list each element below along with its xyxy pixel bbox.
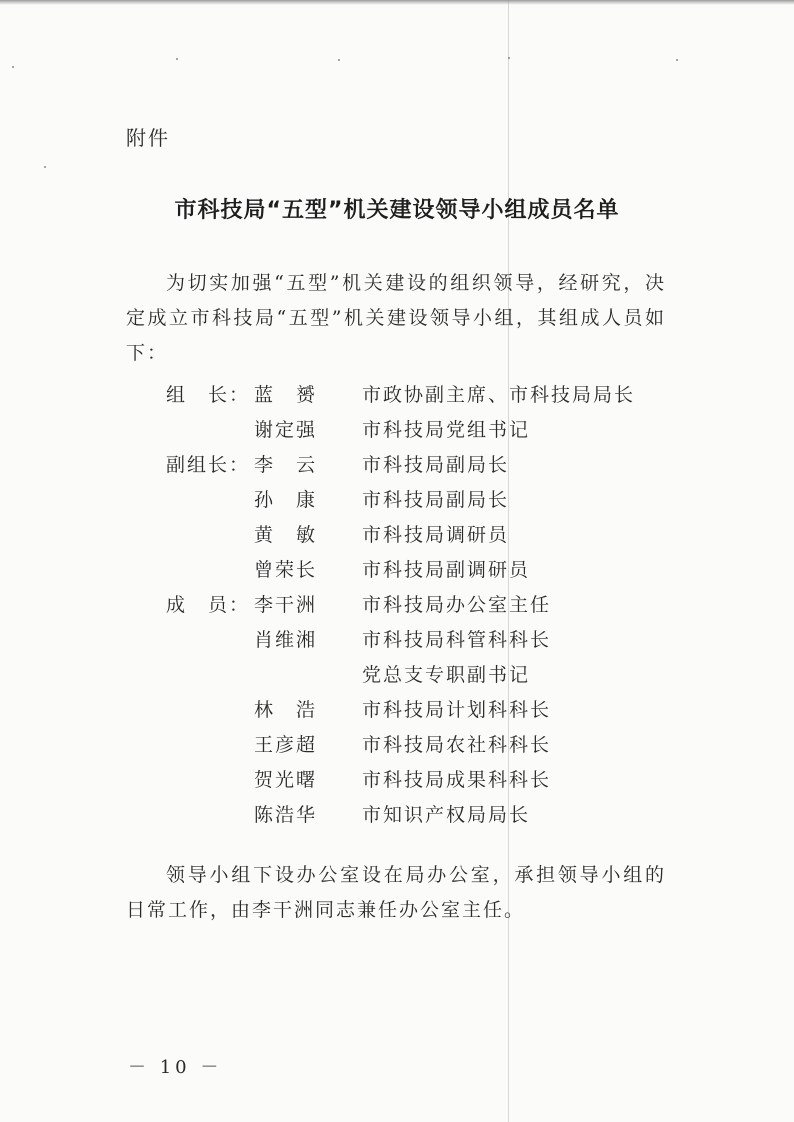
member-role: [166, 413, 254, 448]
member-row: [166, 728, 635, 763]
member-post: 市知识产权局局长: [362, 804, 531, 826]
member-post: 市科技局办公室主任: [362, 594, 552, 616]
intro-paragraph: 为切实加强“五型”机关建设的组织领导，经研究，决定成立市科技局“五型”机关建设领导小组，其组成人员如下：: [126, 272, 666, 364]
scan-speck: [676, 59, 678, 61]
scan-speck: [508, 57, 510, 59]
member-row: [166, 553, 635, 588]
member-role: [166, 518, 254, 553]
member-row: [166, 658, 635, 693]
member-post: 市科技局副局长: [362, 489, 510, 511]
member-list: [166, 378, 635, 833]
member-name: 李干洲: [254, 594, 318, 616]
member-role: [166, 483, 254, 518]
document-title: 市科技局“五型”机关建设领导小组成员名单: [174, 198, 620, 223]
attachment-label: 附件: [126, 126, 170, 150]
member-role: [166, 728, 254, 763]
member-name: 黄 敏: [254, 524, 318, 546]
member-name: [254, 658, 362, 693]
member-name: 王彦超: [254, 734, 318, 756]
member-row: [166, 693, 635, 728]
page-number: － 10 －: [128, 1057, 223, 1078]
member-role: [166, 658, 254, 693]
member-post: 市科技局计划科科长: [362, 699, 552, 721]
member-row: [166, 378, 635, 413]
scan-speck: [176, 58, 178, 60]
member-name: 林 浩: [254, 699, 318, 721]
member-row: [166, 518, 635, 553]
member-post: 市科技局科管科科长: [362, 629, 552, 651]
member-role: [166, 798, 254, 833]
member-row: [166, 763, 635, 798]
closing-paragraph: 领导小组下设办公室设在局办公室，承担领导小组的日常工作，由李干洲同志兼任办公室主任。: [126, 864, 666, 921]
member-name: 李 云: [254, 454, 318, 476]
member-post: 市科技局党组书记: [362, 419, 531, 441]
member-row: [166, 413, 635, 448]
member-post: 市科技局调研员: [362, 524, 510, 546]
member-role: 组 长：: [166, 384, 251, 406]
member-role: [166, 763, 254, 798]
member-row: [166, 448, 635, 483]
member-row: [166, 588, 635, 623]
member-role: [166, 553, 254, 588]
member-post: 市科技局农社科科长: [362, 734, 552, 756]
member-name: 蓝 赟: [254, 384, 318, 406]
member-name: 曾荣长: [254, 559, 318, 581]
scan-speck: [12, 66, 14, 68]
member-name: 孙 康: [254, 489, 318, 511]
member-post: 市科技局副局长: [362, 454, 510, 476]
member-name: 肖维湘: [254, 629, 318, 651]
scan-speck: [338, 59, 340, 61]
member-row: [166, 483, 635, 518]
member-post: 党总支专职副书记: [362, 664, 531, 686]
scan-speck: [44, 166, 46, 168]
member-row: [166, 798, 635, 833]
member-role: 成 员：: [166, 594, 251, 616]
scan-top-edge: [0, 0, 794, 5]
member-row: [166, 623, 635, 658]
member-role: [166, 623, 254, 658]
member-name: 谢定强: [254, 419, 318, 441]
member-post: 市科技局成果科科长: [362, 769, 552, 791]
member-role: 副组长：: [166, 454, 251, 476]
member-post: 市科技局副调研员: [362, 559, 531, 581]
member-name: 陈浩华: [254, 804, 318, 826]
member-name: 贺光曙: [254, 769, 318, 791]
member-post: 市政协副主席、市科技局局长: [362, 384, 636, 406]
member-role: [166, 693, 254, 728]
